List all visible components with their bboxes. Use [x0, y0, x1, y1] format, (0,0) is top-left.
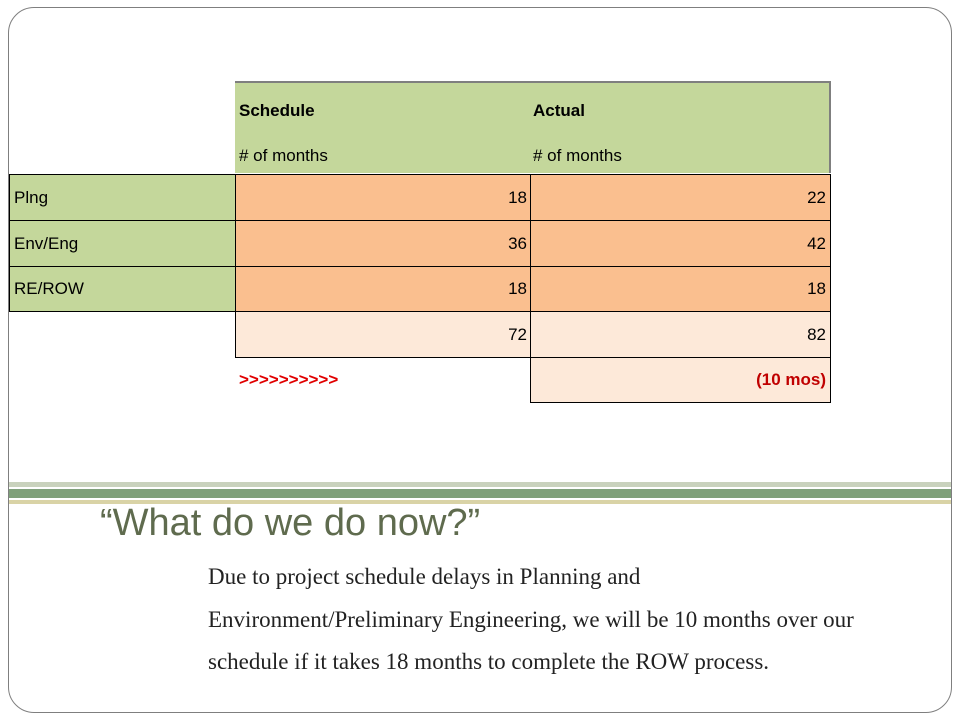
cell-enveng-actual: 42: [530, 220, 831, 267]
schedule-difference: (10 mos): [530, 357, 831, 403]
cell-enveng-schedule: 36: [235, 220, 531, 267]
cell-plng-schedule: 18: [235, 174, 531, 221]
row-label-plng: Plng: [9, 174, 236, 221]
header-schedule: Schedule: [239, 101, 315, 120]
cell-total-schedule: 72: [235, 311, 531, 358]
divider-band-green: [9, 489, 952, 498]
cell-total-actual: 82: [530, 311, 831, 358]
slide-body-text: Due to project schedule delays in Planning and Environment/Preliminary Engineering, we will be 10 months over our schedule if it takes 18 months to complete the ROW process.: [208, 564, 854, 674]
subheader-schedule: # of months: [239, 146, 328, 165]
row-label-enveng: Env/Eng: [9, 220, 236, 267]
cell-plng-actual: 22: [530, 174, 831, 221]
header-actual: Actual: [533, 101, 585, 120]
divider-band-light: [9, 482, 952, 487]
cell-rerow-actual: 18: [530, 266, 831, 312]
slide-title: “What do we do now?”: [100, 502, 481, 544]
arrow-indicator: >>>>>>>>>>: [239, 370, 339, 389]
subheader-actual: # of months: [533, 146, 622, 165]
cell-rerow-schedule: 18: [235, 266, 531, 312]
row-label-rerow: RE/ROW: [9, 266, 236, 312]
